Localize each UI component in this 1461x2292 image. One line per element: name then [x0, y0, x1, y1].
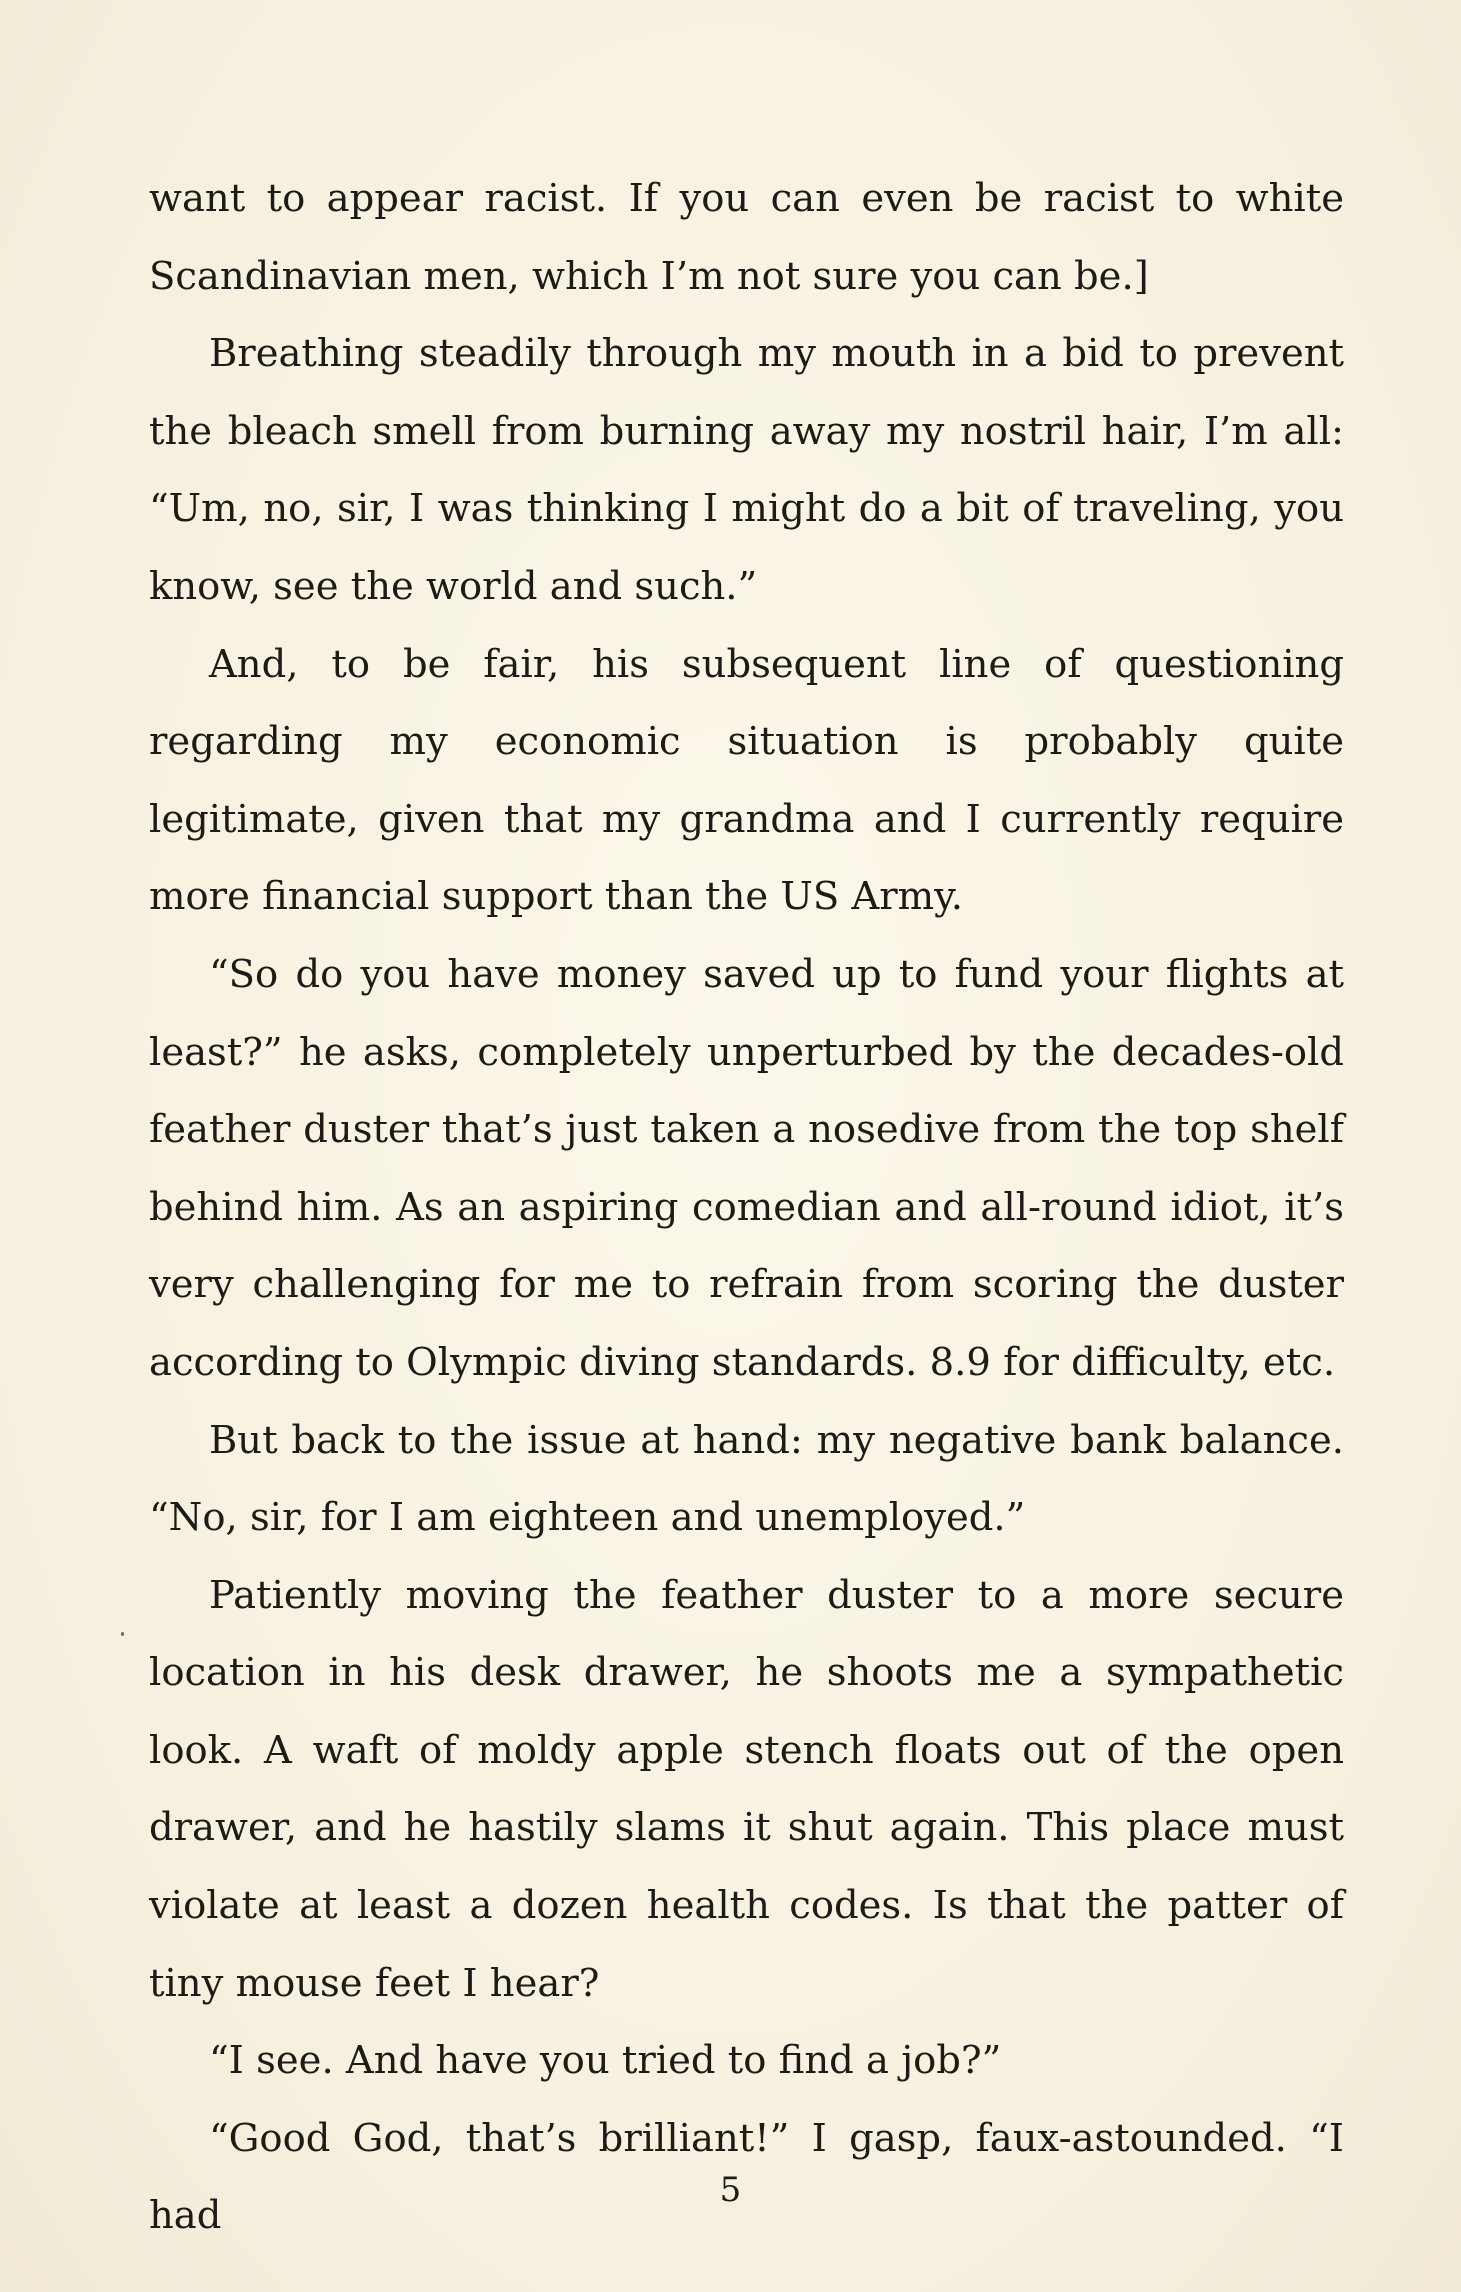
paragraph-4: “So do you have money saved up to fund your flights at least?” he asks, completely unperturbed by the decades-old feather duster that’s just taken a nosedive from the top shelf behind him. As an aspiring comedian and all-round idiot, it’s very challenging for me to refrain from scoring the duster according to Olympic diving standards. 8.9 for difficulty, etc.	[149, 951, 1344, 1385]
paper-speck	[121, 1632, 124, 1636]
paragraph-3: And, to be fair, his subsequent line of questioning regarding my economic situation is probably quite legitimate, given that my grandma and I currently require more financial support than the US Army.	[149, 641, 1344, 920]
page-number: 5	[719, 2170, 742, 2210]
paragraph-2: Breathing steadily through my mouth in a bid to prevent the bleach smell from burning away my nostril hair, I’m all: “Um, no, sir, I was thinking I might do a bit of traveling, you know, see the world and such.”	[149, 331, 1344, 609]
body-text	[149, 160, 1344, 2255]
paragraph-7: “I see. And have you tried to find a job?”	[209, 2038, 1002, 2084]
paragraph-5: But back to the issue at hand: my negative bank balance. “No, sir, for I am eighteen and unemployed.”	[149, 1417, 1344, 1541]
paragraph-1: want to appear racist. If you can even be racist to white Scandinavian men, which I’m not sure you can be.]	[149, 176, 1344, 299]
paragraph-8: “Good God, that’s brilliant!” I gasp, faux-astounded. “I had	[149, 2115, 1344, 2239]
paragraph-6: Patiently moving the feather duster to a more secure location in his desk drawer, he shoots me a sympathetic look. A waft of moldy apple stench floats out of the open drawer, and he hastily slams it shut again. This place must violate at least a dozen health codes. Is that the patter of tiny mouse feet I hear?	[149, 1572, 1344, 2006]
